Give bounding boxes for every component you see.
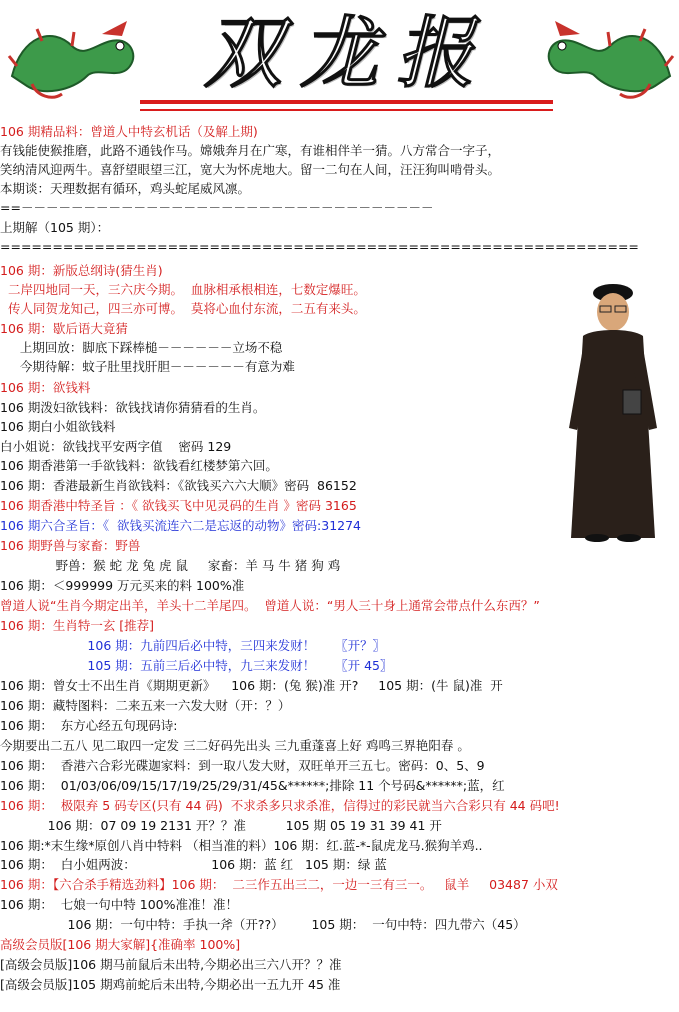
- text-line: 105 期：五前三后必中特，九三来发财！ 〖开 45〗: [0, 658, 393, 673]
- text-line: 106 期：＜999999 万元买来的料 100%准: [0, 578, 245, 593]
- text-line: 上期解（105 期）：: [0, 220, 110, 235]
- masthead: [0, 0, 679, 120]
- text-line: 106 期：歇后语大竟猜: [0, 321, 128, 336]
- text-line: 106 期：新版总纲诗(猜生肖): [0, 263, 163, 278]
- left-dragon-icon: [2, 6, 142, 106]
- text-line: 今期待解：蚊子肚里找肝胆－－－－－－有意为难: [0, 359, 295, 374]
- masthead-title: 双龙报: [203, 9, 492, 99]
- text-line: 笑纳清风迎两牛。喜舒望眼望三江，宽大为怀虎地大。留一二句在人间，汪汪狗叫啃骨头。: [0, 162, 501, 177]
- title-underline-thin: [140, 109, 553, 111]
- text-line: 106 期：欲钱料: [0, 380, 91, 395]
- text-line: 106 期：一句中特：手执一斧（开??） 105 期： 一句中特：四九带六（45）: [0, 917, 526, 932]
- right-dragon-icon: [540, 6, 679, 106]
- text-line: 上期回放：脚底下踩棒槌－－－－－－立场不稳: [0, 340, 283, 355]
- text-line: 106 期野兽与家畜：野兽: [0, 538, 141, 553]
- text-line: 106 期香港中特圣旨 ：《 欲钱买飞中见灵码的生肖 》密码 3165: [0, 498, 357, 513]
- portrait-figure: [563, 278, 663, 543]
- text-line: 白小姐说：欲钱找平安两字值 密码 129: [0, 439, 232, 454]
- text-line: 106 期泼妇欲钱料：欲钱找请你猜猜看的生肖。: [0, 400, 266, 415]
- text-line: 106 期：07 09 19 2131 开？？准 105 期 05 19 31 39 41 开: [0, 818, 442, 833]
- text-line: 106 期： 东方心经五句现码诗:: [0, 718, 178, 733]
- text-line: 106 期：九前四后必中特，三四来发财！ 〖开？〗: [0, 638, 386, 653]
- text-line: 106 期：生肖特一玄 [推荐]: [0, 618, 155, 633]
- text-line: 106 期精品料：曾道人中特玄机话（及解上期): [0, 124, 258, 139]
- text-line: 野兽：猴 蛇 龙 兔 虎 鼠 家畜：羊 马 牛 猪 狗 鸡: [0, 558, 341, 573]
- text-line: 106 期： 01/03/06/09/15/17/19/25/29/31/45&******;排除 11 个号码&******;蓝，红: [0, 778, 505, 793]
- text-line: 二岸四地同一天，三六庆今期。 血脉相承根相连，七数定爆旺。: [0, 282, 366, 297]
- text-line: 106 期:*末生缘*原创八肖中特料 （相当准的料）106 期：红.蓝-*-鼠虎龙马.猴狗羊鸡..: [0, 838, 483, 853]
- text-line: 106 期： 香港六合彩光碟迦家料：到一取八发大财，双旺单开三五七。密码：0、5、9: [0, 758, 485, 773]
- text-line: 106 期六合圣旨：《 欲钱买流连六二是忘返的动物》密码:31274: [0, 518, 362, 533]
- text-line: 106 期白小姐欲钱料: [0, 419, 116, 434]
- title-underline-thick: [140, 100, 553, 104]
- text-line: 曾道人说“生肖今期定出羊，羊头十二羊尾四。 曾道人说：“男人三十身上通常会带点什么东西？”: [0, 598, 540, 613]
- text-line: 106 期香港第一手欲钱料：欲钱看红楼梦第六回。: [0, 458, 278, 473]
- text-line: 106 期：【六合杀手精选劲料】106 期： 二三作五出三二，一边一三有三一。 鼠羊 03487 小双: [0, 877, 558, 892]
- text-line: 本期谈：天理数据有循环，鸡头蛇尾威风凛。: [0, 181, 251, 196]
- text-line: =============================================================: [0, 239, 639, 254]
- text-line: 106 期： 极限弃 5 码专区(只有 44 码) 不求杀多只求杀准，信得过的彩民就当六合彩只有 44 码吧!: [0, 798, 560, 813]
- text-line: 106 期：藏特图料：二来五来一六发大财（开：？）: [0, 698, 291, 713]
- text-line: 106 期：香港最新生肖欲钱料：《欲钱买六六大顺》密码 86152: [0, 478, 357, 493]
- text-line: [高级会员版]106 期马前鼠后未出特,今期必出三六八开？？准: [0, 957, 342, 972]
- text-line: 106 期：曾女士不出生肖《期期更新》 106 期：(兔 猴)准 开? 105 期：(牛 鼠)准 开: [0, 678, 503, 693]
- text-line: 有钱能使猴推磨，此路不通钱作马。嫦娥奔月在广寒，有谁相伴羊一猜。八方常合一字子，: [0, 143, 501, 158]
- text-line: 106 期： 七娘一句中特 100%准准！准！: [0, 897, 238, 912]
- text-line: 高级会员版[106 期大家解]{准确率 100%]: [0, 937, 241, 952]
- text-line: 传人同贺龙知己，四三亦可博。 莫将心血付东流，二五有来头。: [0, 301, 366, 316]
- text-line: 106 期： 白小姐两波： 106 期：蓝 红 105 期：绿 蓝: [0, 857, 387, 872]
- text-line: 今期要出二五八 见二取四一定发 三二好码先出头 三九重蓬喜上好 鸡鸣三界艳阳春 。: [0, 738, 470, 753]
- text-line: ==－－－－－－－－－－－－－－－－－－－－－－－－－－－－－－－－－: [0, 200, 434, 215]
- text-line: [高级会员版]105 期鸡前蛇后未出特,今期必出一五九开 45 准: [0, 977, 341, 992]
